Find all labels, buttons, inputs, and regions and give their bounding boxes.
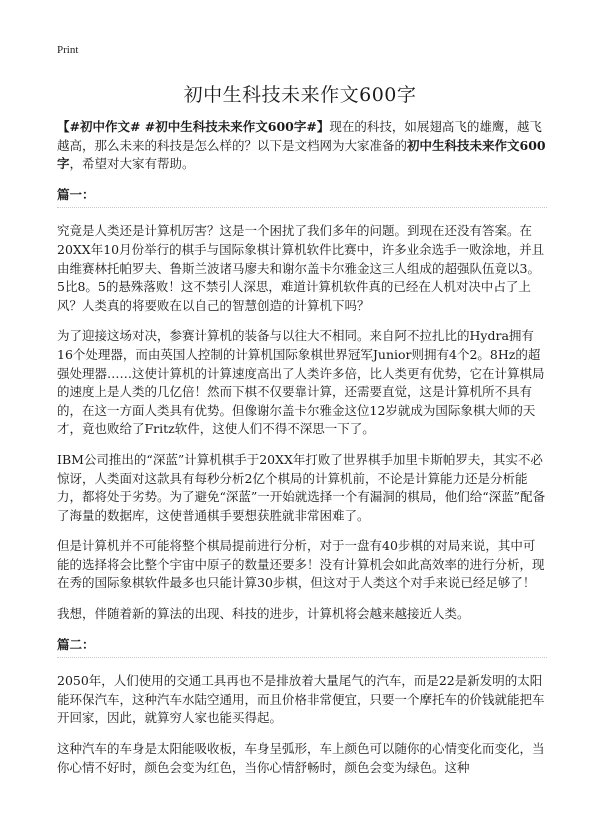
document-title: 初中生科技未来作文600字 [183, 84, 417, 106]
section-1-paragraph-2: 为了迎接这场对决，参赛计算机的装备与以往大不相同。来自阿不拉扎比的Hydra拥有16个处理器，而由英国人控制的计算机国际象棋世界冠军Junior则拥有4个2。8Hz的超强处理器……这使计算机的计算速度高出了人类许多倍，比人类更有优势，它在计算棋局的速度上是人类的几亿倍！然而下棋不仅要靠计算，还需要直觉，这是计算机所不具有的，在这一方面人类具有优势。但像谢尔盖卡尔雅金这位12岁就成为国际象棋大师的天才，竟也败给了Fritz软件，这使人们不得不深思一下了。 [57, 328, 545, 437]
print-link[interactable]: Print [57, 44, 79, 56]
section-heading-1: 篇一： [57, 186, 547, 209]
intro-emphasis: 初中生科技未来作文600字 [57, 137, 546, 172]
section-2-paragraph-2: 这种汽车的车身是太阳能吸收板，车身呈弧形，车上颜色可以随你的心情变化而变化，当你心情不好时，颜色会变为红色，当你心情舒畅时，颜色会变为绿色。这种 [57, 741, 545, 775]
section-2-paragraph-1: 2050年，人们使用的交通工具再也不是排放着大量尾气的汽车，而是22是新发明的太阳能环保汽车，这种汽车水陆空通用，而且价格非常便宜，只要一个摩托车的价钱就能把车开回家，因此，就算穷人家也能买得起。 [57, 673, 545, 726]
article-body [57, 118, 547, 789]
section-1-paragraph-3: IBM公司推出的“深蓝”计算机棋手于20XX年打败了世界棋手加里卡斯帕罗夫，其实不必惊讶，人类面对这款具有每秒分析2亿个棋局的计算机前，不论是计算能力还是分析能力，都将处于劣势。为了避免“深蓝”一开始就选择一个有漏洞的棋局，他们给“深蓝”配备了海量的数据库，这使普通棋手要想获胜就非常困难了。 [57, 451, 546, 523]
intro-paragraph [57, 118, 547, 174]
section-1-paragraph-1: 究竟是人类还是计算机厉害？这是一个困扰了我们多年的问题。到现在还没有答案。在20XX年10月份举行的棋手与国际象棋计算机软件比赛中，许多业余选手一败涂地，并且由维赛林托帕罗夫、鲁斯兰波诸马廖夫和谢尔盖卡尔雅金这三人组成的超强队伍竟以3。5比8。5的悬殊落败！这不禁引人深思，难道计算机软件真的已经在人机对决中占了上风？人类真的将要败在以自己的智慧创造的计算机下吗？ [57, 223, 545, 313]
intro-text: 现在的科技，如展翅高飞的雄鹰，越飞越高，那么未来的科技是怎么样的？以下是文档网为大家准备的 [57, 119, 542, 153]
section-heading-2: 篇二： [57, 636, 547, 659]
section-1-paragraph-4: 但是计算机并不可能将整个棋局提前进行分析，对于一盘有40步棋的对局来说，其中可能的选择将会比整个宇宙中原子的数量还要多！没有计算机会如此高效率的进行分析，现在秀的国际象棋软件最多也只能计算30步棋，但这对于人类这个对手来说已经足够了！ [57, 538, 545, 591]
section-1-paragraph-5: 我想，伴随着新的算法的出现、科技的进步，计算机将会越来越接近人类。 [57, 606, 470, 622]
intro-tags: 【#初中作文# #初中生科技未来作文600字#】 [57, 119, 330, 134]
intro-tail: ，希望对大家有帮助。 [69, 156, 195, 172]
